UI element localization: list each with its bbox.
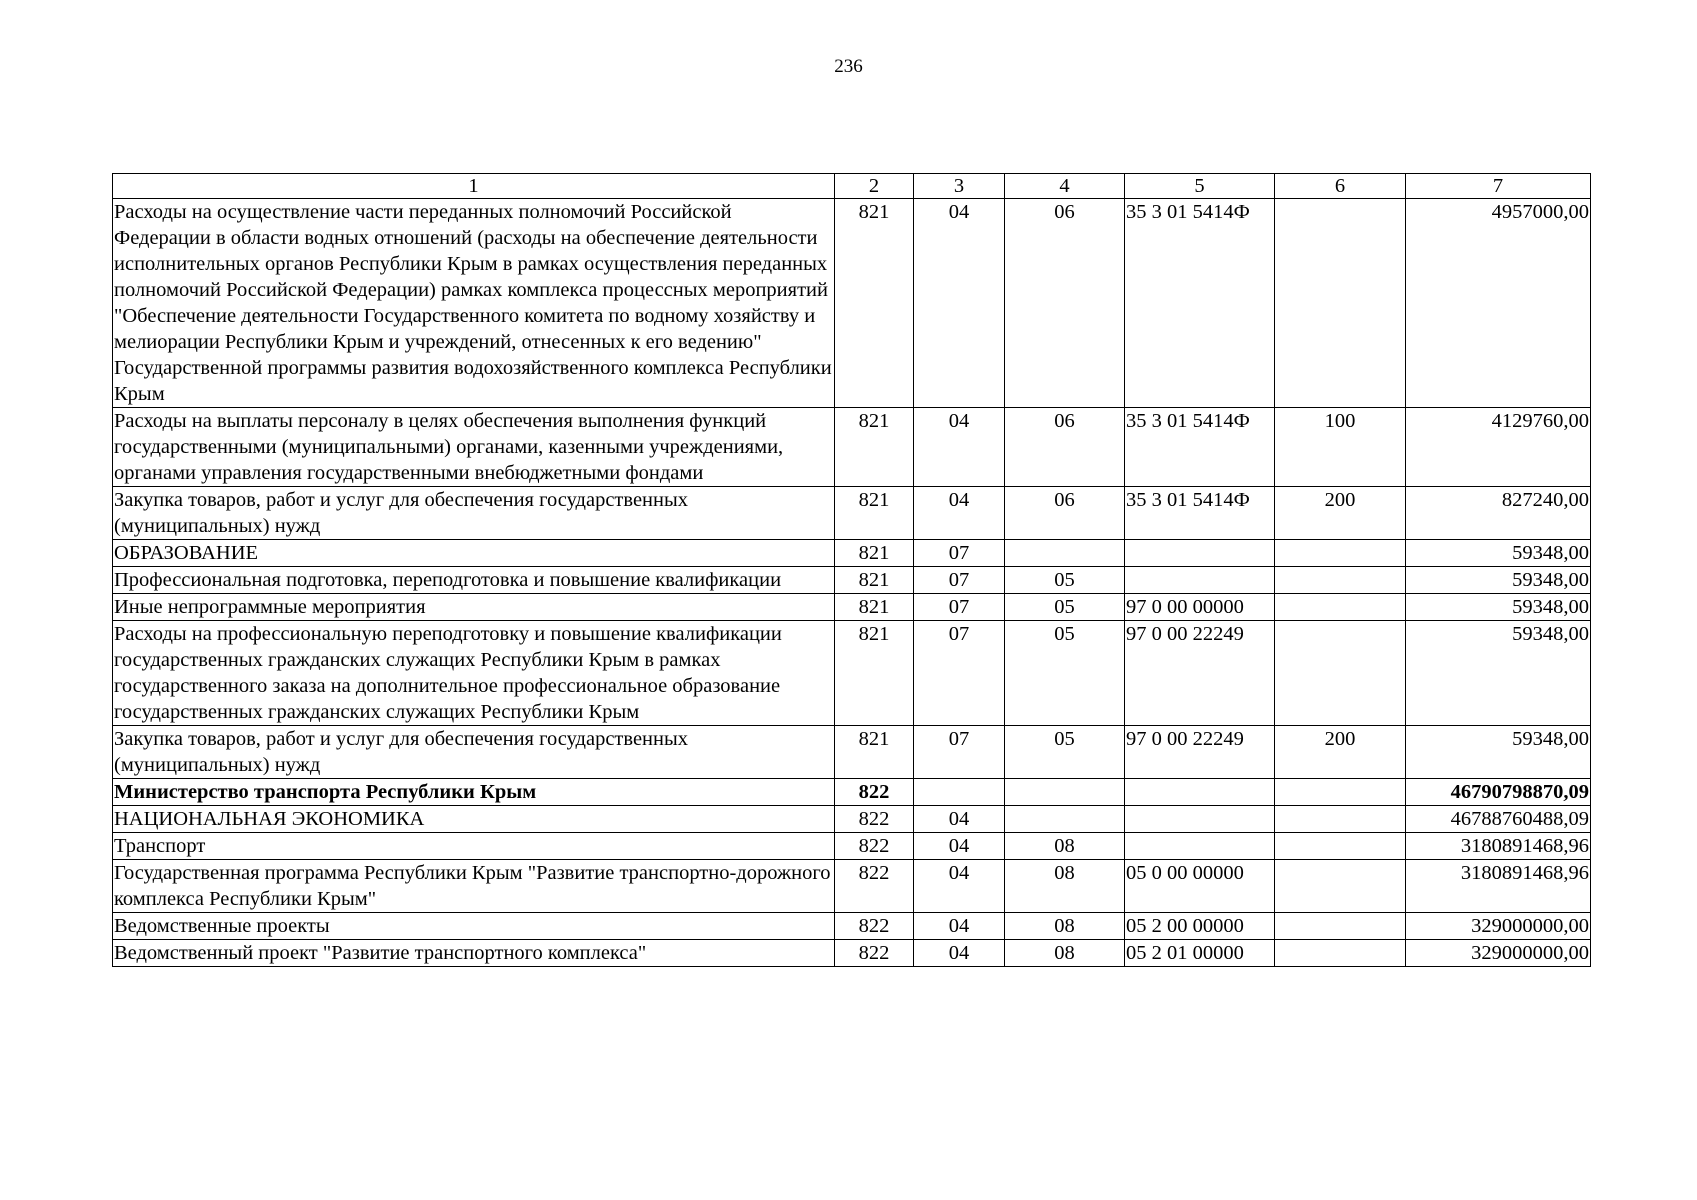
row-target-article-cell: 35 3 01 5414Ф (1125, 487, 1275, 540)
row-ministry-code-cell: 821 (835, 621, 914, 726)
table-row (113, 408, 1591, 487)
row-amount-cell: 827240,00 (1406, 487, 1591, 540)
row-expense-type-cell (1275, 833, 1406, 860)
row-expense-type-cell: 100 (1275, 408, 1406, 487)
row-name-cell: ОБРАЗОВАНИЕ (113, 540, 835, 567)
row-target-article-cell: 35 3 01 5414Ф (1125, 408, 1275, 487)
row-expense-type-cell (1275, 913, 1406, 940)
budget-table (112, 173, 1591, 967)
table-row (113, 806, 1591, 833)
row-subsection-cell: 05 (1005, 621, 1125, 726)
row-expense-type-cell (1275, 621, 1406, 726)
row-ministry-code-cell: 822 (835, 940, 914, 967)
row-amount-cell: 4957000,00 (1406, 199, 1591, 408)
row-subsection-cell: 06 (1005, 487, 1125, 540)
row-target-article-cell: 97 0 00 22249 (1125, 621, 1275, 726)
row-subsection-cell: 05 (1005, 594, 1125, 621)
row-target-article-cell (1125, 833, 1275, 860)
row-expense-type-cell (1275, 567, 1406, 594)
row-section-cell: 04 (914, 913, 1005, 940)
row-expense-type-cell: 200 (1275, 487, 1406, 540)
header-col-3: 3 (914, 174, 1005, 199)
row-target-article-cell (1125, 567, 1275, 594)
row-expense-type-cell (1275, 779, 1406, 806)
row-ministry-code-cell: 822 (835, 806, 914, 833)
table-body (113, 199, 1591, 967)
row-subsection-cell: 08 (1005, 833, 1125, 860)
row-expense-type-cell (1275, 860, 1406, 913)
row-name-cell: Профессиональная подготовка, переподготовка и повышение квалификации (113, 567, 835, 594)
row-expense-type-cell (1275, 199, 1406, 408)
row-amount-cell: 329000000,00 (1406, 913, 1591, 940)
row-name-cell: Закупка товаров, работ и услуг для обеспечения государственных (муниципальных) нужд (113, 487, 835, 540)
row-subsection-cell: 05 (1005, 726, 1125, 779)
row-ministry-code-cell: 822 (835, 833, 914, 860)
row-subsection-cell: 08 (1005, 940, 1125, 967)
row-ministry-code-cell: 821 (835, 567, 914, 594)
row-subsection-cell (1005, 540, 1125, 567)
row-target-article-cell: 05 2 00 00000 (1125, 913, 1275, 940)
row-name-cell: Иные непрограммные мероприятия (113, 594, 835, 621)
row-name-cell: НАЦИОНАЛЬНАЯ ЭКОНОМИКА (113, 806, 835, 833)
row-target-article-cell (1125, 806, 1275, 833)
row-target-article-cell: 97 0 00 00000 (1125, 594, 1275, 621)
row-amount-cell: 59348,00 (1406, 567, 1591, 594)
row-amount-cell: 59348,00 (1406, 726, 1591, 779)
row-section-cell: 04 (914, 806, 1005, 833)
row-subsection-cell (1005, 779, 1125, 806)
table-row (113, 913, 1591, 940)
header-col-5: 5 (1125, 174, 1275, 199)
row-section-cell: 07 (914, 567, 1005, 594)
row-name-cell: Транспорт (113, 833, 835, 860)
table-row (113, 567, 1591, 594)
row-section-cell: 04 (914, 408, 1005, 487)
row-section-cell: 07 (914, 594, 1005, 621)
row-subsection-cell: 05 (1005, 567, 1125, 594)
header-col-2: 2 (835, 174, 914, 199)
row-ministry-code-cell: 821 (835, 487, 914, 540)
row-target-article-cell: 05 2 01 00000 (1125, 940, 1275, 967)
header-col-4: 4 (1005, 174, 1125, 199)
row-ministry-code-cell: 821 (835, 594, 914, 621)
table-row (113, 621, 1591, 726)
row-expense-type-cell (1275, 806, 1406, 833)
row-name-cell: Расходы на профессиональную переподготовку и повышение квалификации государственных гражданских служащих Республики Крым в рамках государственного заказа на дополнительное профессиональное образование государственных гражданских служащих Республики Крым (113, 621, 835, 726)
row-amount-cell: 3180891468,96 (1406, 860, 1591, 913)
row-section-cell: 04 (914, 940, 1005, 967)
row-subsection-cell: 08 (1005, 913, 1125, 940)
row-amount-cell: 46788760488,09 (1406, 806, 1591, 833)
header-col-6: 6 (1275, 174, 1406, 199)
row-amount-cell: 3180891468,96 (1406, 833, 1591, 860)
header-col-7: 7 (1406, 174, 1591, 199)
row-ministry-code-cell: 822 (835, 779, 914, 806)
table-row (113, 594, 1591, 621)
row-name-cell: Ведомственные проекты (113, 913, 835, 940)
row-target-article-cell: 35 3 01 5414Ф (1125, 199, 1275, 408)
row-ministry-code-cell: 821 (835, 199, 914, 408)
row-target-article-cell (1125, 540, 1275, 567)
header-col-1: 1 (113, 174, 835, 199)
row-subsection-cell: 06 (1005, 199, 1125, 408)
row-amount-cell: 46790798870,09 (1406, 779, 1591, 806)
row-subsection-cell (1005, 806, 1125, 833)
row-section-cell: 04 (914, 833, 1005, 860)
row-name-cell: Ведомственный проект "Развитие транспортного комплекса" (113, 940, 835, 967)
table-row (113, 833, 1591, 860)
row-subsection-cell: 06 (1005, 408, 1125, 487)
row-amount-cell: 4129760,00 (1406, 408, 1591, 487)
row-amount-cell: 59348,00 (1406, 594, 1591, 621)
row-section-cell: 07 (914, 726, 1005, 779)
row-expense-type-cell (1275, 540, 1406, 567)
table-row (113, 726, 1591, 779)
table-row (113, 540, 1591, 567)
row-name-cell: Закупка товаров, работ и услуг для обеспечения государственных (муниципальных) нужд (113, 726, 835, 779)
row-expense-type-cell (1275, 940, 1406, 967)
row-section-cell: 04 (914, 860, 1005, 913)
table-row (113, 779, 1591, 806)
row-ministry-code-cell: 821 (835, 540, 914, 567)
row-expense-type-cell (1275, 594, 1406, 621)
row-name-cell: Министерство транспорта Республики Крым (113, 779, 835, 806)
table-row (113, 487, 1591, 540)
row-expense-type-cell: 200 (1275, 726, 1406, 779)
table-row (113, 860, 1591, 913)
page-number: 236 (834, 56, 863, 77)
row-amount-cell: 59348,00 (1406, 540, 1591, 567)
row-name-cell: Расходы на выплаты персоналу в целях обеспечения выполнения функций государственными (муниципальными) органами, казенными учреждениями, органами управления государственными внебюджетными фондами (113, 408, 835, 487)
header-row (113, 174, 1591, 199)
row-target-article-cell: 05 0 00 00000 (1125, 860, 1275, 913)
row-ministry-code-cell: 822 (835, 913, 914, 940)
row-amount-cell: 59348,00 (1406, 621, 1591, 726)
row-ministry-code-cell: 822 (835, 860, 914, 913)
row-target-article-cell (1125, 779, 1275, 806)
row-section-cell: 04 (914, 487, 1005, 540)
row-ministry-code-cell: 821 (835, 726, 914, 779)
row-name-cell: Расходы на осуществление части переданных полномочий Российской Федерации в области водных отношений (расходы на обеспечение деятельности исполнительных органов Республики Крым в рамках осуществления переданных полномочий Российской Федерации) рамках комплекса процессных мероприятий "Обеспечение деятельности Государственного комитета по водному хозяйству и мелиорации Республики Крым и учреждений, отнесенных к его ведению" Государственной программы развития водохозяйственного комплекса Республики Крым (113, 199, 835, 408)
row-target-article-cell: 97 0 00 22249 (1125, 726, 1275, 779)
row-section-cell: 07 (914, 621, 1005, 726)
table-row (113, 199, 1591, 408)
row-amount-cell: 329000000,00 (1406, 940, 1591, 967)
table-row (113, 940, 1591, 967)
row-section-cell (914, 779, 1005, 806)
row-subsection-cell: 08 (1005, 860, 1125, 913)
row-name-cell: Государственная программа Республики Крым "Развитие транспортно-дорожного комплекса Республики Крым" (113, 860, 835, 913)
row-section-cell: 04 (914, 199, 1005, 408)
row-ministry-code-cell: 821 (835, 408, 914, 487)
row-section-cell: 07 (914, 540, 1005, 567)
